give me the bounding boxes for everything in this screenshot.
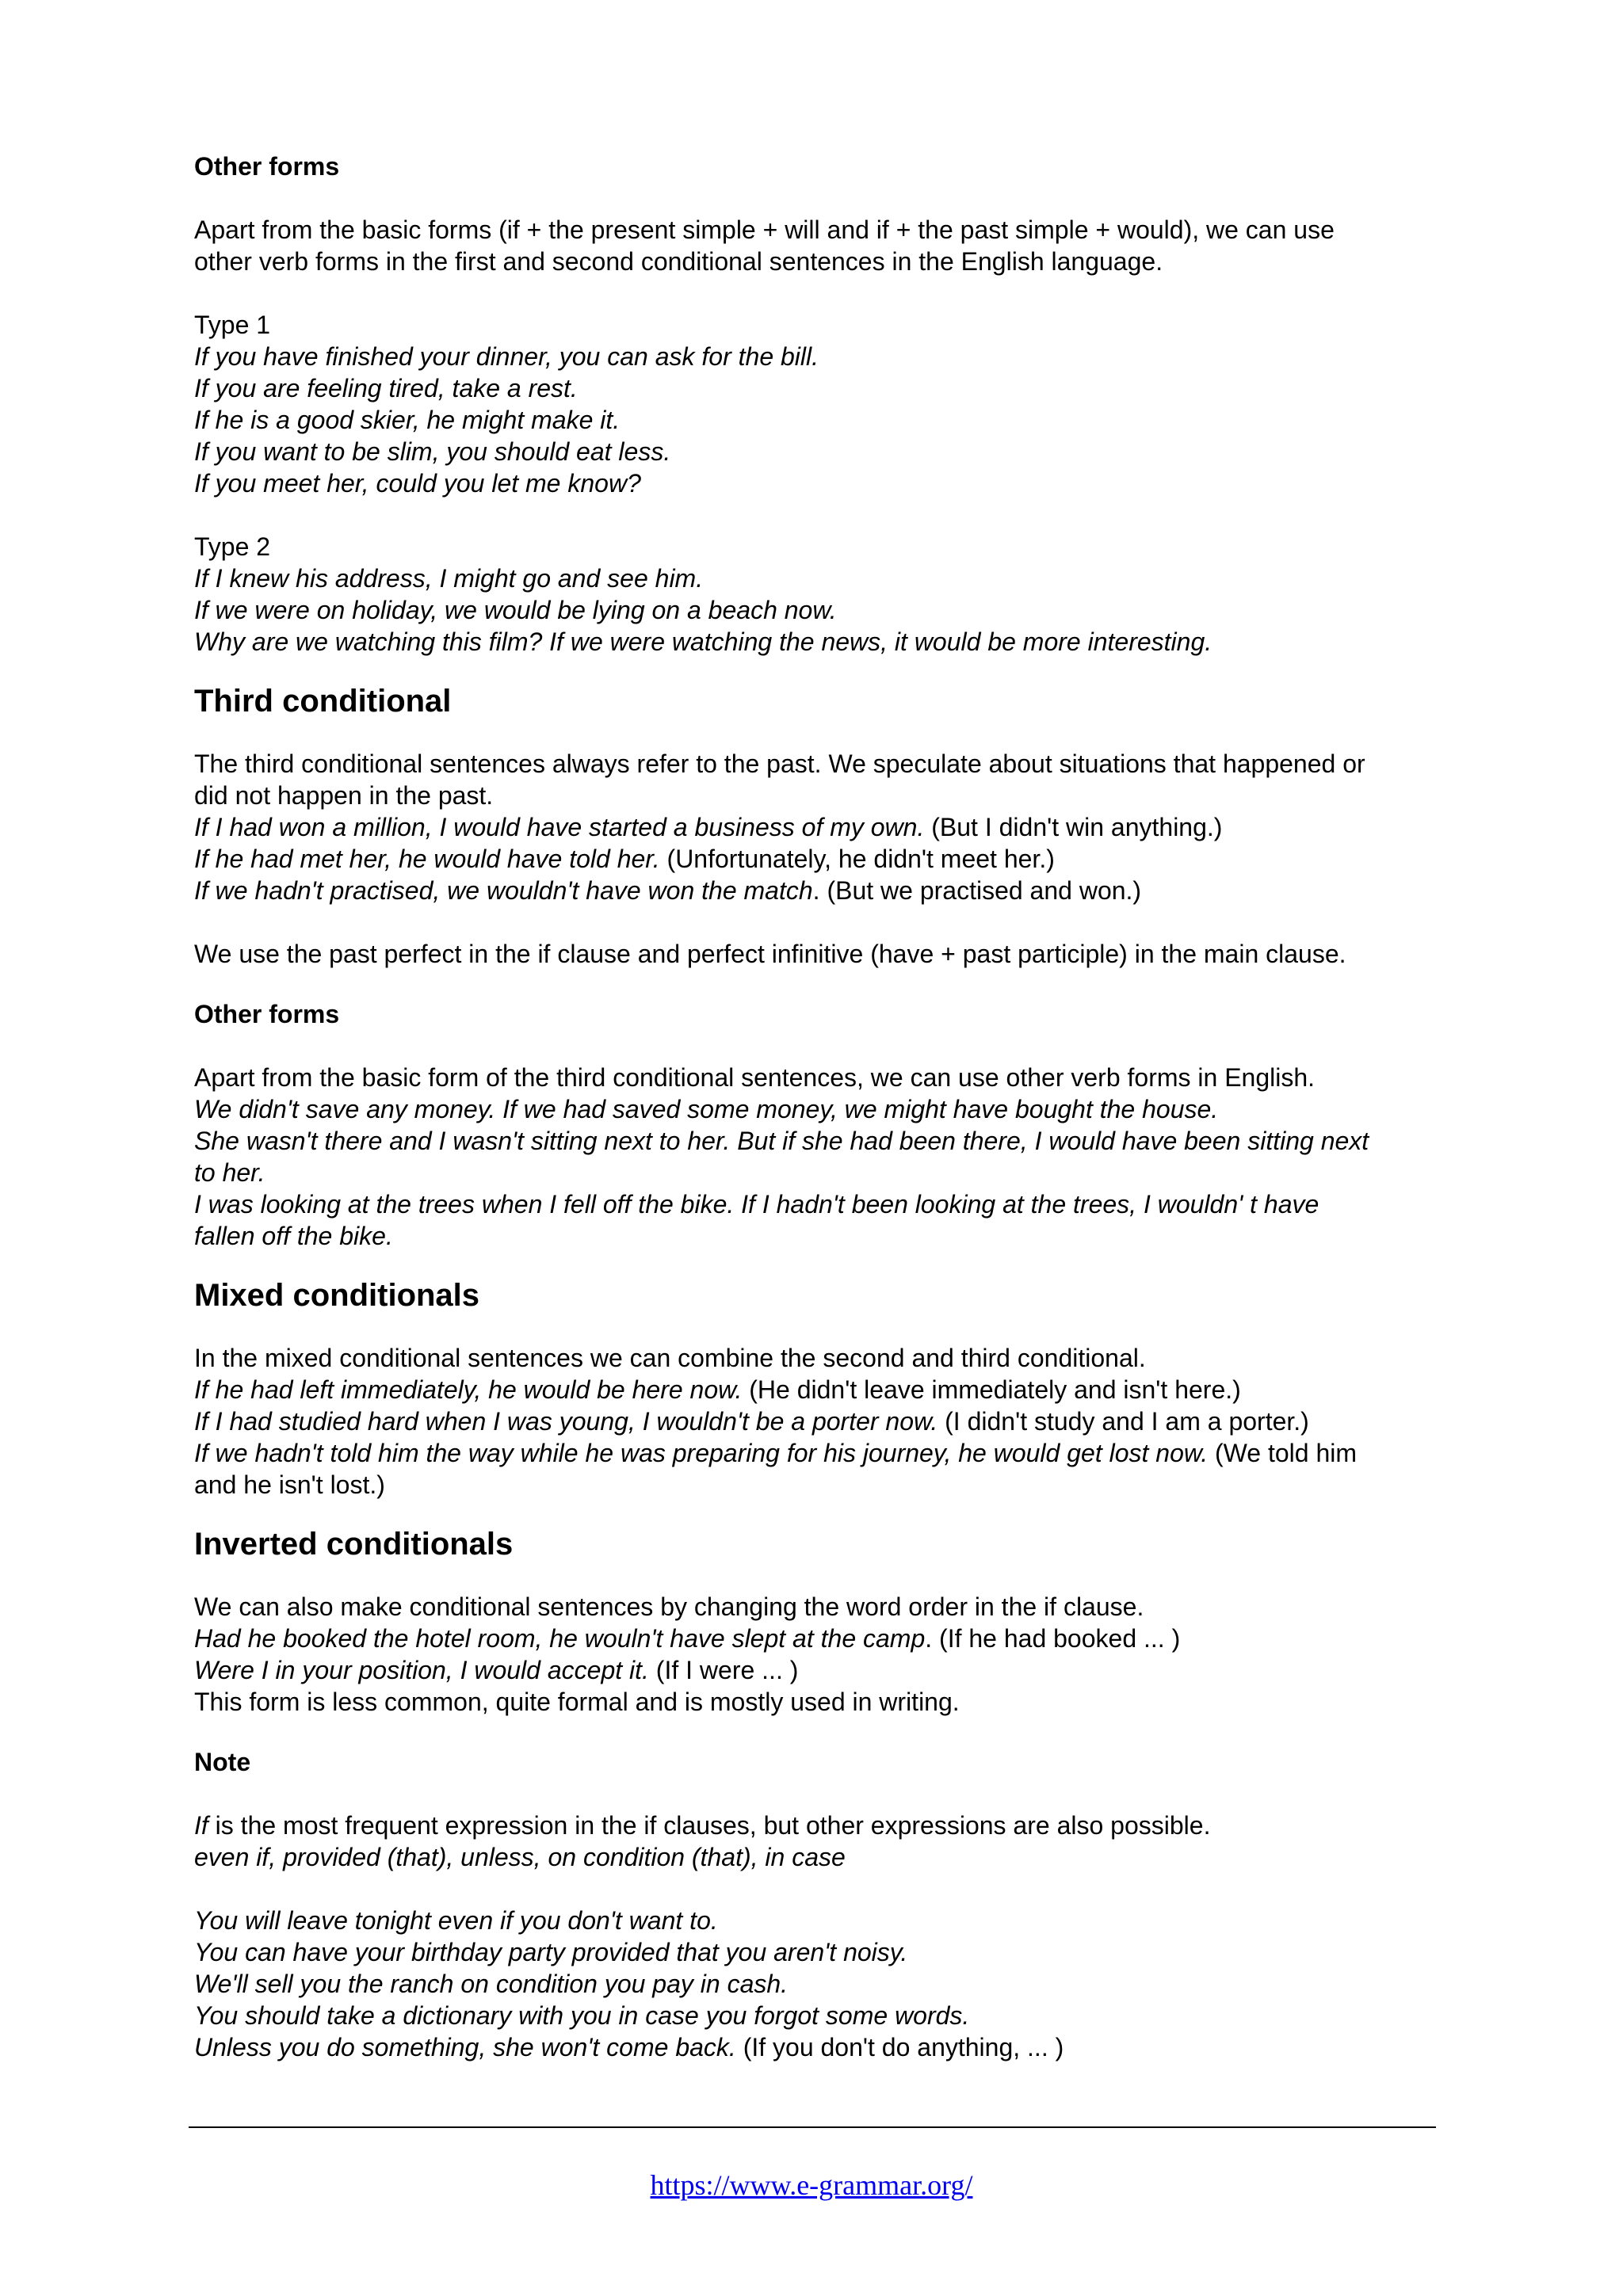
- example-note: . (But we practised and won.): [812, 876, 1142, 905]
- example-sentence: Had he booked the hotel room, he wouln't have slept at the camp: [194, 1624, 926, 1653]
- example-note: . (If he had booked ... ): [925, 1624, 1181, 1653]
- paragraph-line: Apart from the basic form of the third conditional sentences, we can use other verb forms in English.: [194, 1063, 1316, 1092]
- section-heading-third-conditional: Third conditional: [194, 684, 452, 719]
- example-line: [194, 1405, 1470, 1437]
- section-heading-note: Note: [194, 1748, 251, 1776]
- example-note: (If I were ... ): [648, 1656, 799, 1684]
- example-sentence: We didn't save any money. If we had saved some money, we might have bought the house.: [194, 1095, 1219, 1123]
- example-sentence: If we hadn't practised, we wouldn't have won the match: [194, 876, 813, 905]
- example-line: [194, 2031, 1470, 2063]
- example-line: [194, 843, 1470, 875]
- paragraph-line: This form is less common, quite formal and is mostly used in writing.: [194, 1688, 960, 1716]
- example-sentence: I was looking at the trees when I fell off the bike. If I hadn't been looking at the trees, I wouldn' t have: [194, 1190, 1319, 1219]
- example-line: [194, 1654, 1470, 1686]
- example-sentence: You should take a dictionary with you in case you forgot some words.: [194, 2001, 970, 2030]
- type-2-label: Type 2: [194, 532, 271, 561]
- example-line: [194, 811, 1470, 843]
- paragraph-line: In the mixed conditional sentences we can combine the second and third conditional.: [194, 1344, 1146, 1372]
- example-line: [194, 1374, 1470, 1405]
- example-line: [194, 1623, 1470, 1654]
- type-1-label: Type 1: [194, 311, 271, 339]
- section-heading-other-forms: Other forms: [194, 152, 340, 181]
- example-sentence: If he had left immediately, he would be here now.: [194, 1375, 743, 1404]
- example-sentence: If you want to be slim, you should eat less.: [194, 437, 671, 466]
- example-sentence: If you meet her, could you let me know?: [194, 469, 641, 498]
- example-sentence: If I knew his address, I might go and see him.: [194, 564, 704, 593]
- example-sentence: Why are we watching this film? If we were watching the news, it would be more interesting.: [194, 627, 1212, 656]
- paragraph-text: is the most frequent expression in the if clauses, but other expressions are also possible.: [208, 1811, 1211, 1840]
- example-sentence: Unless you do something, she won't come back.: [194, 2033, 736, 2061]
- example-sentence: If we hadn't told him the way while he was preparing for his journey, he would get lost now.: [194, 1439, 1209, 1467]
- paragraph-line: did not happen in the past.: [194, 781, 494, 810]
- expression-list: even if, provided (that), unless, on condition (that), in case: [194, 1843, 846, 1871]
- emphasized-word: If: [194, 1811, 208, 1840]
- paragraph-line: We use the past perfect in the if clause and perfect infinitive (have + past participle) in the main clause.: [194, 940, 1346, 968]
- example-note: (We told him: [1208, 1439, 1358, 1467]
- example-sentence: If you have finished your dinner, you can ask for the bill.: [194, 342, 819, 371]
- example-sentence: You will leave tonight even if you don't want to.: [194, 1906, 718, 1935]
- example-sentence: She wasn't there and I wasn't sitting next to her. But if she had been there, I would have been sitting next: [194, 1127, 1369, 1155]
- example-note: (I didn't study and I am a porter.): [938, 1407, 1309, 1436]
- example-sentence: to her.: [194, 1158, 265, 1187]
- paragraph-line: and he isn't lost.): [194, 1470, 385, 1499]
- section-heading-other-forms: Other forms: [194, 1000, 340, 1028]
- paragraph-line: other verb forms in the first and second conditional sentences in the English language.: [194, 247, 1163, 276]
- example-sentence: fallen off the bike.: [194, 1222, 393, 1250]
- paragraph-line: We can also make conditional sentences by changing the word order in the if clause.: [194, 1592, 1144, 1621]
- section-heading-inverted-conditionals: Inverted conditionals: [194, 1527, 514, 1562]
- document-page: [194, 151, 1470, 2063]
- example-sentence: If he is a good skier, he might make it.: [194, 406, 621, 434]
- example-sentence: Were I in your position, I would accept it.: [194, 1656, 649, 1684]
- footer-divider: [189, 2126, 1436, 2128]
- paragraph-line: Apart from the basic forms (if + the present simple + will and if + the past simple + would), we can use: [194, 215, 1335, 244]
- example-note: (But I didn't win anything.): [924, 813, 1223, 841]
- example-sentence: If I had won a million, I would have started a business of my own.: [194, 813, 925, 841]
- example-sentence: If we were on holiday, we would be lying on a beach now.: [194, 596, 837, 624]
- example-line: [194, 1437, 1470, 1469]
- section-heading-mixed-conditionals: Mixed conditionals: [194, 1278, 480, 1313]
- paragraph-line: The third conditional sentences always refer to the past. We speculate about situations that happened or: [194, 749, 1365, 778]
- example-sentence: If he had met her, he would have told her.: [194, 845, 660, 873]
- paragraph-line: [194, 1810, 1470, 1841]
- example-sentence: You can have your birthday party provided that you aren't noisy.: [194, 1938, 908, 1966]
- example-line: [194, 875, 1470, 906]
- footer-link[interactable]: https://www.e-grammar.org/: [650, 2169, 973, 2201]
- example-note: (Unfortunately, he didn't meet her.): [659, 845, 1055, 873]
- example-sentence: If I had studied hard when I was young, I wouldn't be a porter now.: [194, 1407, 938, 1436]
- example-sentence: We'll sell you the ranch on condition you pay in cash.: [194, 1970, 789, 1998]
- example-sentence: If you are feeling tired, take a rest.: [194, 374, 578, 402]
- example-note: (If you don't do anything, ... ): [735, 2033, 1064, 2061]
- example-note: (He didn't leave immediately and isn't here.): [742, 1375, 1241, 1404]
